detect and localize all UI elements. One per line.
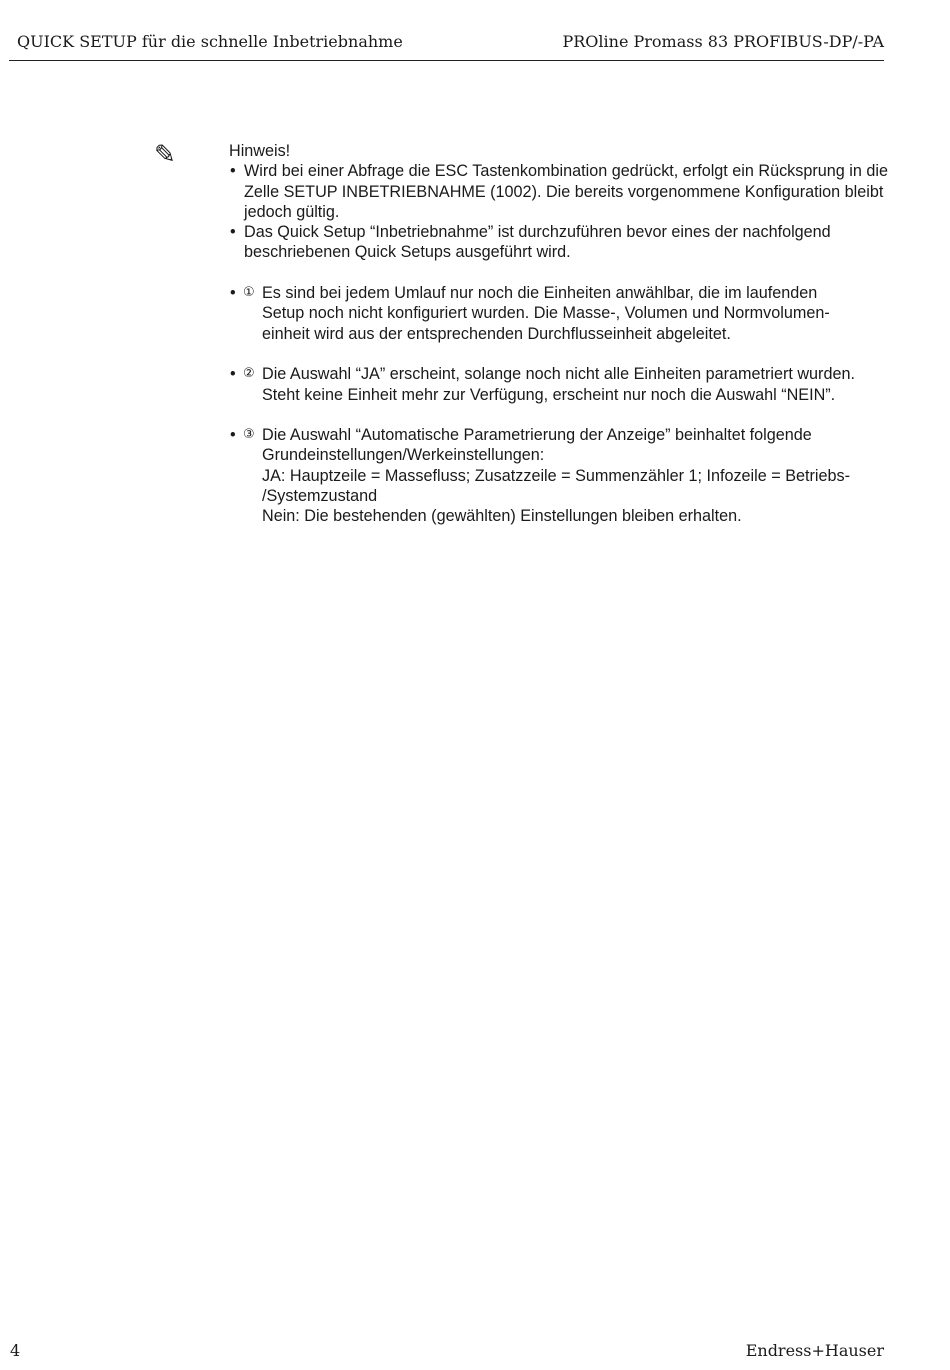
note-line: einheit wird aus der entsprechenden Durchflusseinheit abgeleitet. [262,324,731,343]
bullet-mark: • [230,426,236,445]
note-line: JA: Hauptzeile = Massefluss; Zusatzzeile = Summenzähler 1; Infozeile = Betriebs- [262,466,850,485]
running-header-product: PROline Promass 83 PROFIBUS-DP/-PA [562,32,884,51]
note-line: Die Auswahl “Automatische Parametrierung der Anzeige” beinhaltet folgende [262,426,812,445]
note-line: Steht keine Einheit mehr zur Verfügung, erscheint nur noch die Auswahl “NEIN”. [262,385,836,404]
header-divider [9,60,884,61]
circled-number-1: ① [243,285,255,301]
note-bullet-item: • Wird bei einer Abfrage die ESC Tastenkombination gedrückt, erfolgt ein Rücksprung in die Zelle SETUP INBETRIEBNAHME (1002). Die bereits vorgenommene Konfiguration bleibt jedoch gültig. [229,161,889,222]
note-bullet-list [229,161,889,262]
page-number: 4 [10,1341,21,1360]
numbered-note-2 [229,364,889,405]
numbered-note-1 [229,283,889,344]
bullet-mark: • [230,365,236,384]
note-line: Nein: Die bestehenden (gewählten) Einstellungen bleiben erhalten. [262,507,742,526]
note-line: Die Auswahl “JA” erscheint, solange noch nicht alle Einheiten parametriert wurden. [262,365,855,384]
numbered-note-3 [229,425,889,526]
bullet-mark: • [230,284,236,303]
circled-number-3: ③ [243,427,255,443]
running-header-title: QUICK SETUP für die schnelle Inbetriebnahme [17,32,403,51]
note-bullet-item: • Das Quick Setup “Inbetriebnahme” ist durchzuführen bevor eines der nachfolgend beschriebenen Quick Setups ausgeführt wird. [229,222,889,263]
circled-number-2: ② [243,366,255,382]
note-title: Hinweis! [229,142,291,160]
note-line: Setup noch nicht konfiguriert wurden. Die Masse-, Volumen und Normvolumen- [262,304,830,323]
note-block [229,141,889,527]
brand-name: Endress+Hauser [745,1341,884,1360]
note-line: Es sind bei jedem Umlauf nur noch die Einheiten anwählbar, die im laufenden [262,284,818,303]
note-line: Grundeinstellungen/Werkeinstellungen: [262,446,545,465]
pencil-icon: ✎ [154,140,176,170]
note-line: /Systemzustand [262,487,378,506]
